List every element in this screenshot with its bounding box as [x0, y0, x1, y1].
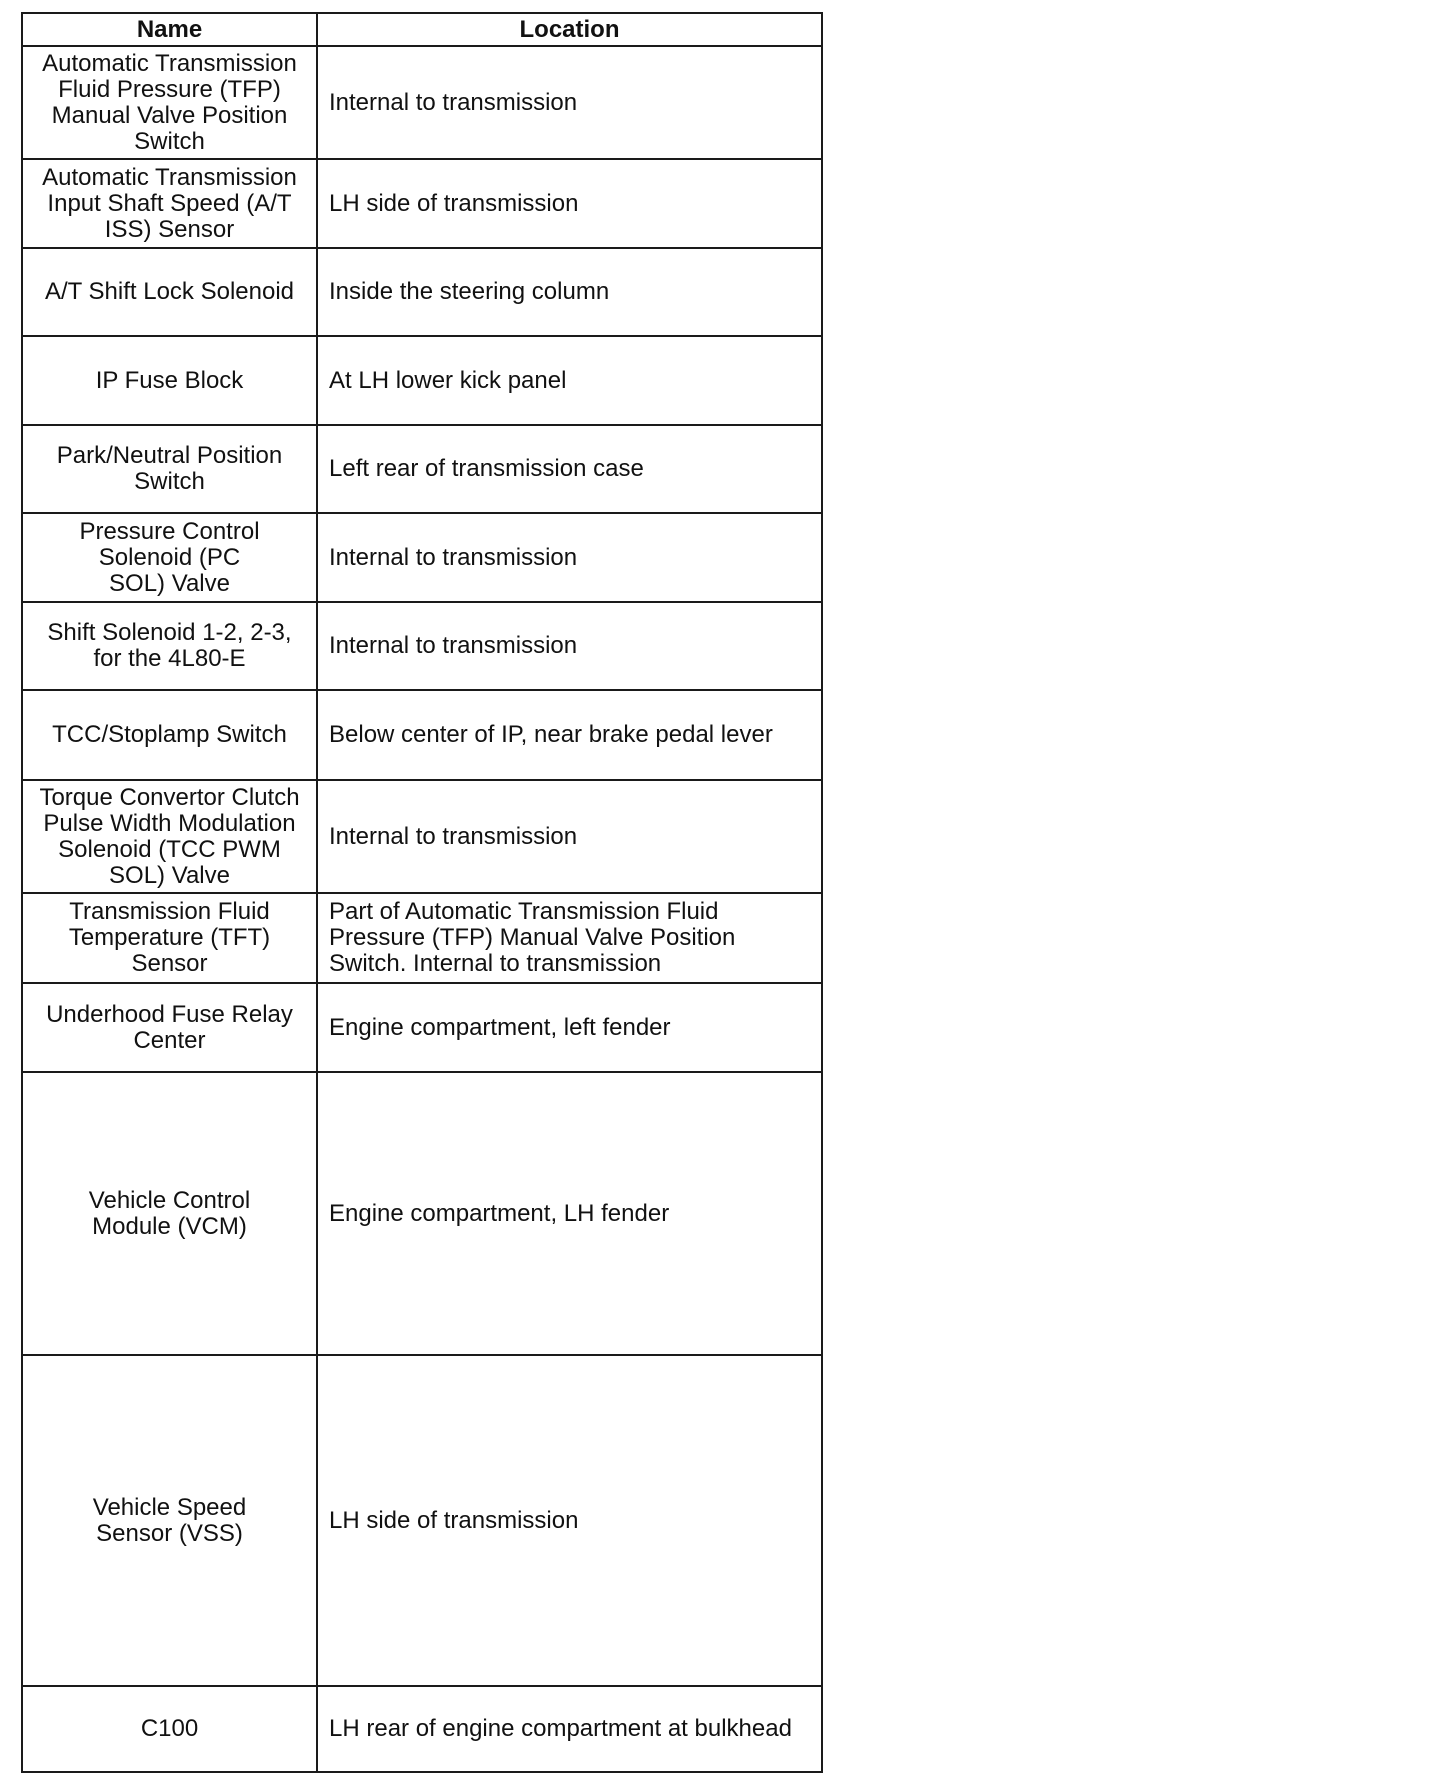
- component-name: Park/Neutral Position Switch: [56, 442, 283, 495]
- component-location: LH side of transmission: [329, 189, 579, 217]
- table-row: [22, 690, 822, 780]
- table-row: [22, 1686, 822, 1772]
- component-location-cell: [317, 1686, 822, 1772]
- component-location: LH rear of engine compartment at bulkhead: [329, 1715, 792, 1742]
- location-column-header: Location: [317, 13, 822, 46]
- component-location: At LH lower kick panel: [329, 366, 567, 394]
- component-name: Pressure Control Solenoid (PC SOL) Valve: [79, 517, 260, 597]
- table-row: [22, 46, 822, 159]
- table-row: [22, 893, 822, 983]
- table-row: [22, 602, 822, 690]
- component-name-cell: [22, 46, 317, 159]
- component-name: Vehicle Control Module (VCM): [88, 1186, 251, 1240]
- component-name: TCC/Stoplamp Switch: [52, 721, 287, 748]
- table-row: [22, 1355, 822, 1686]
- component-location: Left rear of transmission case: [329, 455, 644, 482]
- component-name: A/T Shift Lock Solenoid: [44, 278, 295, 305]
- table-row: [22, 513, 822, 602]
- table-row: [22, 336, 822, 425]
- component-location-cell: [317, 983, 822, 1072]
- component-name-cell: [22, 1355, 317, 1686]
- component-name-cell: [22, 1686, 317, 1772]
- component-name: Automatic Transmission Input Shaft Speed (A/T ISS) Sensor: [42, 163, 297, 243]
- component-location-cell: [317, 336, 822, 425]
- component-location-cell: [317, 425, 822, 513]
- table-row: [22, 983, 822, 1072]
- name-column-header: Name: [22, 13, 317, 46]
- header-row: [22, 13, 822, 46]
- component-location: Below center of IP, near brake pedal lever: [329, 721, 773, 748]
- component-location-cell: [317, 159, 822, 248]
- component-location: Engine compartment, LH fender: [329, 1199, 670, 1227]
- component-name: Transmission Fluid Temperature (TFT) Sensor: [68, 898, 271, 977]
- component-name-cell: [22, 690, 317, 780]
- component-location-cell: [317, 513, 822, 602]
- component-location: Inside the steering column: [329, 278, 610, 305]
- component-name-cell: [22, 336, 317, 425]
- component-location-cell: [317, 690, 822, 780]
- component-name-cell: [22, 159, 317, 248]
- component-name: Torque Convertor Clutch Pulse Width Modulation Solenoid (TCC PWM SOL) Valve: [39, 783, 300, 889]
- component-location-cell: [317, 46, 822, 159]
- table-row: [22, 780, 822, 893]
- component-location-cell: [317, 893, 822, 983]
- component-name: Automatic Transmission Fluid Pressure (TFP) Manual Valve Position Switch: [42, 49, 297, 155]
- component-location: LH side of transmission: [329, 1506, 579, 1534]
- component-location: Part of Automatic Transmission Fluid Pressure (TFP) Manual Valve Position Switch. Internal to transmission: [329, 898, 736, 977]
- component-name-cell: [22, 425, 317, 513]
- component-location-cell: [317, 602, 822, 690]
- component-name: Vehicle Speed Sensor (VSS): [92, 1493, 247, 1547]
- component-name-cell: [22, 602, 317, 690]
- component-location: Internal to transmission: [329, 632, 578, 659]
- component-name-cell: [22, 780, 317, 893]
- table-row: [22, 248, 822, 336]
- component-name: Shift Solenoid 1-2, 2-3, for the 4L80-E: [47, 619, 292, 672]
- component-location-cell: [317, 780, 822, 893]
- component-name: Underhood Fuse Relay Center: [46, 1000, 293, 1054]
- component-location-cell: [317, 1355, 822, 1686]
- component-location-cell: [317, 248, 822, 336]
- component-name-cell: [22, 513, 317, 602]
- component-location: Internal to transmission: [329, 543, 578, 571]
- component-location: Engine compartment, left fender: [329, 1013, 671, 1041]
- table-row: [22, 425, 822, 513]
- component-location: Internal to transmission: [329, 88, 578, 116]
- component-name: IP Fuse Block: [95, 366, 244, 394]
- component-name-cell: [22, 893, 317, 983]
- table-row: [22, 1072, 822, 1355]
- component-name-cell: [22, 248, 317, 336]
- component-name: C100: [140, 1715, 199, 1742]
- component-name-cell: [22, 983, 317, 1072]
- component-locator-table: [21, 12, 823, 1773]
- component-location: Internal to transmission: [329, 822, 578, 850]
- component-location-cell: [317, 1072, 822, 1355]
- table-row: [22, 159, 822, 248]
- component-name-cell: [22, 1072, 317, 1355]
